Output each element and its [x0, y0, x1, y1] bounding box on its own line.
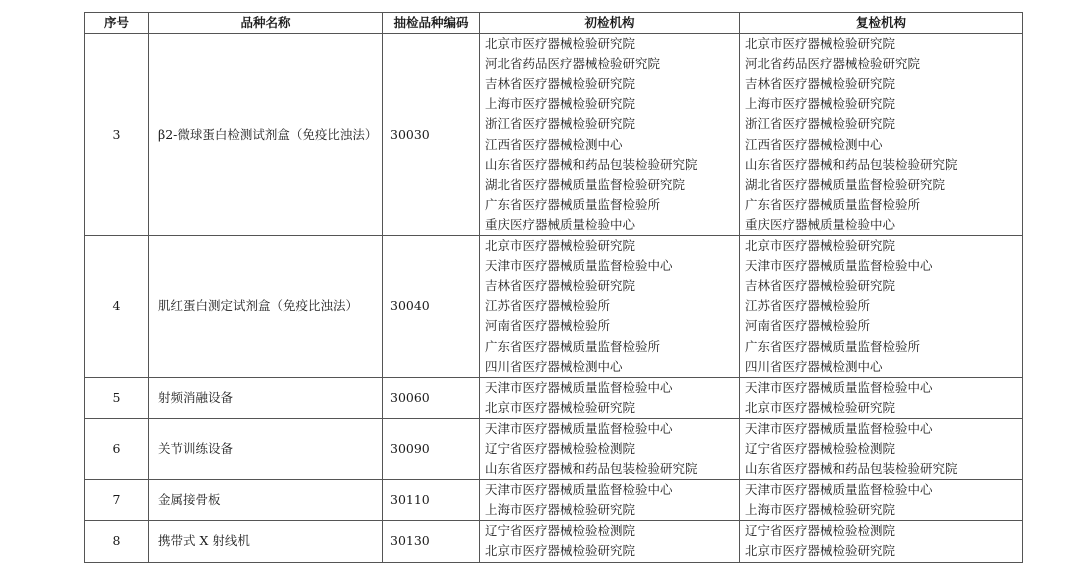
initial-org-item: 四川省医疗器械检测中心	[485, 358, 623, 374]
recheck-org-cell	[740, 377, 1023, 418]
table-row	[85, 480, 1023, 521]
recheck-org-cell	[740, 521, 1023, 562]
initial-org-item: 北京市医疗器械检验研究院	[485, 238, 636, 254]
recheck-org-item: 北京市医疗器械检验研究院	[745, 543, 896, 559]
recheck-org-item: 广东省医疗器械质量监督检验所	[745, 338, 921, 354]
initial-org-item: 吉林省医疗器械检验研究院	[485, 76, 636, 92]
initial-org-item: 河北省药品医疗器械检验研究院	[485, 56, 661, 72]
recheck-org-cell	[740, 418, 1023, 479]
initial-org-cell	[480, 236, 740, 378]
header-recheck-org: 复检机构	[740, 13, 1023, 34]
recheck-org-item: 北京市医疗器械检验研究院	[745, 36, 896, 52]
recheck-org-item: 上海市医疗器械检验研究院	[745, 96, 896, 112]
product-name-cell: 肌红蛋白测定试剂盒（免疫比浊法）	[149, 236, 383, 378]
initial-org-cell	[480, 480, 740, 521]
recheck-org-cell	[740, 480, 1023, 521]
product-code-cell: 30090	[383, 418, 480, 479]
initial-org-item: 北京市医疗器械检验研究院	[485, 399, 636, 415]
recheck-org-item: 北京市医疗器械检验研究院	[745, 238, 896, 254]
product-name-cell: 携带式 X 射线机	[149, 521, 383, 562]
product-code-cell: 30130	[383, 521, 480, 562]
recheck-org-item: 天津市医疗器械质量监督检验中心	[745, 379, 933, 395]
header-name: 品种名称	[149, 13, 383, 34]
recheck-org-item: 山东省医疗器械和药品包装检验研究院	[745, 461, 958, 477]
recheck-org-item: 北京市医疗器械检验研究院	[745, 399, 896, 415]
seq-cell: 8	[85, 521, 149, 562]
initial-org-item: 江西省医疗器械检测中心	[485, 136, 623, 152]
recheck-org-item: 辽宁省医疗器械检验检测院	[745, 523, 896, 539]
initial-org-item: 重庆医疗器械质量检验中心	[485, 216, 636, 232]
table-row	[85, 236, 1023, 378]
initial-org-item: 天津市医疗器械质量监督检验中心	[485, 420, 673, 436]
product-name-cell: 关节训练设备	[149, 418, 383, 479]
product-name-cell: β2-微球蛋白检测试剂盒（免疫比浊法）	[149, 34, 383, 236]
initial-org-cell	[480, 521, 740, 562]
initial-org-item: 北京市医疗器械检验研究院	[485, 36, 636, 52]
recheck-org-item: 河北省药品医疗器械检验研究院	[745, 56, 921, 72]
initial-org-item: 山东省医疗器械和药品包装检验研究院	[485, 156, 698, 172]
header-seq: 序号	[85, 13, 149, 34]
recheck-org-item: 河南省医疗器械检验所	[745, 318, 871, 334]
recheck-org-item: 吉林省医疗器械检验研究院	[745, 278, 896, 294]
recheck-org-item: 重庆医疗器械质量检验中心	[745, 216, 896, 232]
recheck-org-item: 天津市医疗器械质量监督检验中心	[745, 258, 933, 274]
initial-org-item: 吉林省医疗器械检验研究院	[485, 278, 636, 294]
product-code-cell: 30030	[383, 34, 480, 236]
recheck-org-item: 天津市医疗器械质量监督检验中心	[745, 420, 933, 436]
recheck-org-item: 浙江省医疗器械检验研究院	[745, 116, 896, 132]
recheck-org-item: 吉林省医疗器械检验研究院	[745, 76, 896, 92]
seq-cell: 6	[85, 418, 149, 479]
recheck-org-item: 上海市医疗器械检验研究院	[745, 502, 896, 518]
initial-org-item: 北京市医疗器械检验研究院	[485, 543, 636, 559]
recheck-org-cell	[740, 34, 1023, 236]
initial-org-item: 天津市医疗器械质量监督检验中心	[485, 258, 673, 274]
initial-org-item: 辽宁省医疗器械检验检测院	[485, 523, 636, 539]
initial-org-item: 上海市医疗器械检验研究院	[485, 96, 636, 112]
product-name-cell: 射频消融设备	[149, 377, 383, 418]
initial-org-item: 辽宁省医疗器械检验检测院	[485, 440, 636, 456]
recheck-org-item: 山东省医疗器械和药品包装检验研究院	[745, 156, 958, 172]
header-initial-org: 初检机构	[480, 13, 740, 34]
header-row	[85, 13, 1023, 34]
initial-org-item: 河南省医疗器械检验所	[485, 318, 611, 334]
table-row	[85, 418, 1023, 479]
initial-org-item: 天津市医疗器械质量监督检验中心	[485, 482, 673, 498]
seq-cell: 7	[85, 480, 149, 521]
product-code-cell: 30060	[383, 377, 480, 418]
seq-cell: 3	[85, 34, 149, 236]
seq-cell: 5	[85, 377, 149, 418]
recheck-org-item: 四川省医疗器械检测中心	[745, 358, 883, 374]
initial-org-item: 江苏省医疗器械检验所	[485, 298, 611, 314]
recheck-org-item: 江苏省医疗器械检验所	[745, 298, 871, 314]
recheck-org-item: 辽宁省医疗器械检验检测院	[745, 440, 896, 456]
product-code-cell: 30040	[383, 236, 480, 378]
initial-org-item: 天津市医疗器械质量监督检验中心	[485, 379, 673, 395]
initial-org-item: 广东省医疗器械质量监督检验所	[485, 338, 661, 354]
recheck-org-cell	[740, 236, 1023, 378]
recheck-org-item: 天津市医疗器械质量监督检验中心	[745, 482, 933, 498]
initial-org-cell	[480, 418, 740, 479]
product-code-cell: 30110	[383, 480, 480, 521]
initial-org-cell	[480, 34, 740, 236]
inspection-table	[84, 12, 1023, 563]
table-row	[85, 377, 1023, 418]
recheck-org-item: 广东省医疗器械质量监督检验所	[745, 196, 921, 212]
table-row	[85, 521, 1023, 562]
initial-org-cell	[480, 377, 740, 418]
recheck-org-item: 江西省医疗器械检测中心	[745, 136, 883, 152]
initial-org-item: 上海市医疗器械检验研究院	[485, 502, 636, 518]
table-row	[85, 34, 1023, 236]
header-code: 抽检品种编码	[383, 13, 480, 34]
product-name-cell: 金属接骨板	[149, 480, 383, 521]
initial-org-item: 广东省医疗器械质量监督检验所	[485, 196, 661, 212]
initial-org-item: 湖北省医疗器械质量监督检验研究院	[485, 176, 686, 192]
seq-cell: 4	[85, 236, 149, 378]
initial-org-item: 山东省医疗器械和药品包装检验研究院	[485, 461, 698, 477]
initial-org-item: 浙江省医疗器械检验研究院	[485, 116, 636, 132]
table-body	[85, 34, 1023, 562]
recheck-org-item: 湖北省医疗器械质量监督检验研究院	[745, 176, 946, 192]
